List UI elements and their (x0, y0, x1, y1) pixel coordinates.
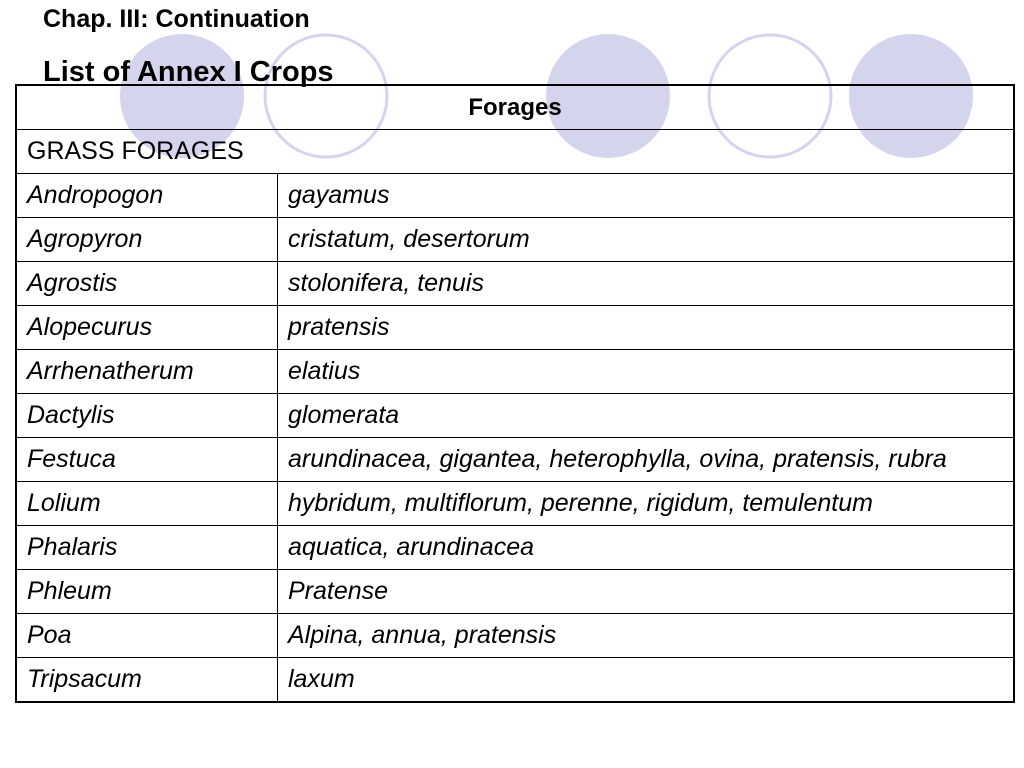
species-cell: hybridum, multiflorum, perenne, rigidum, temulentum (278, 482, 1015, 526)
section-row (16, 130, 1014, 174)
species-cell: pratensis (278, 306, 1015, 350)
chapter-title: Chap. III: Continuation (43, 5, 310, 33)
table-row (16, 438, 1014, 482)
table-row (16, 482, 1014, 526)
genus-cell: Andropogon (16, 174, 278, 218)
genus-cell: Arrhenatherum (16, 350, 278, 394)
species-cell: gayamus (278, 174, 1015, 218)
species-cell: glomerata (278, 394, 1015, 438)
table-header-row (16, 85, 1014, 130)
annex-crops-table (15, 84, 1015, 703)
table-row (16, 350, 1014, 394)
table-header: Forages (16, 85, 1014, 130)
section-label: GRASS FORAGES (16, 130, 1014, 174)
table-row (16, 218, 1014, 262)
genus-cell: Poa (16, 614, 278, 658)
species-cell: elatius (278, 350, 1015, 394)
species-cell: Pratense (278, 570, 1015, 614)
table-row (16, 262, 1014, 306)
table-row (16, 658, 1014, 703)
genus-cell: Alopecurus (16, 306, 278, 350)
genus-cell: Phalaris (16, 526, 278, 570)
species-cell: Alpina, annua, pratensis (278, 614, 1015, 658)
genus-cell: Lolium (16, 482, 278, 526)
species-cell: laxum (278, 658, 1015, 703)
table-row (16, 394, 1014, 438)
genus-cell: Dactylis (16, 394, 278, 438)
table-row (16, 614, 1014, 658)
table-row (16, 526, 1014, 570)
species-cell: stolonifera, tenuis (278, 262, 1015, 306)
genus-cell: Agrostis (16, 262, 278, 306)
genus-cell: Tripsacum (16, 658, 278, 703)
table-row (16, 570, 1014, 614)
table-row (16, 174, 1014, 218)
species-cell: aquatica, arundinacea (278, 526, 1015, 570)
species-cell: cristatum, desertorum (278, 218, 1015, 262)
genus-cell: Festuca (16, 438, 278, 482)
species-cell: arundinacea, gigantea, heterophylla, ovina, pratensis, rubra (278, 438, 1015, 482)
list-title: List of Annex I Crops (43, 56, 334, 88)
table-row (16, 306, 1014, 350)
genus-cell: Agropyron (16, 218, 278, 262)
genus-cell: Phleum (16, 570, 278, 614)
